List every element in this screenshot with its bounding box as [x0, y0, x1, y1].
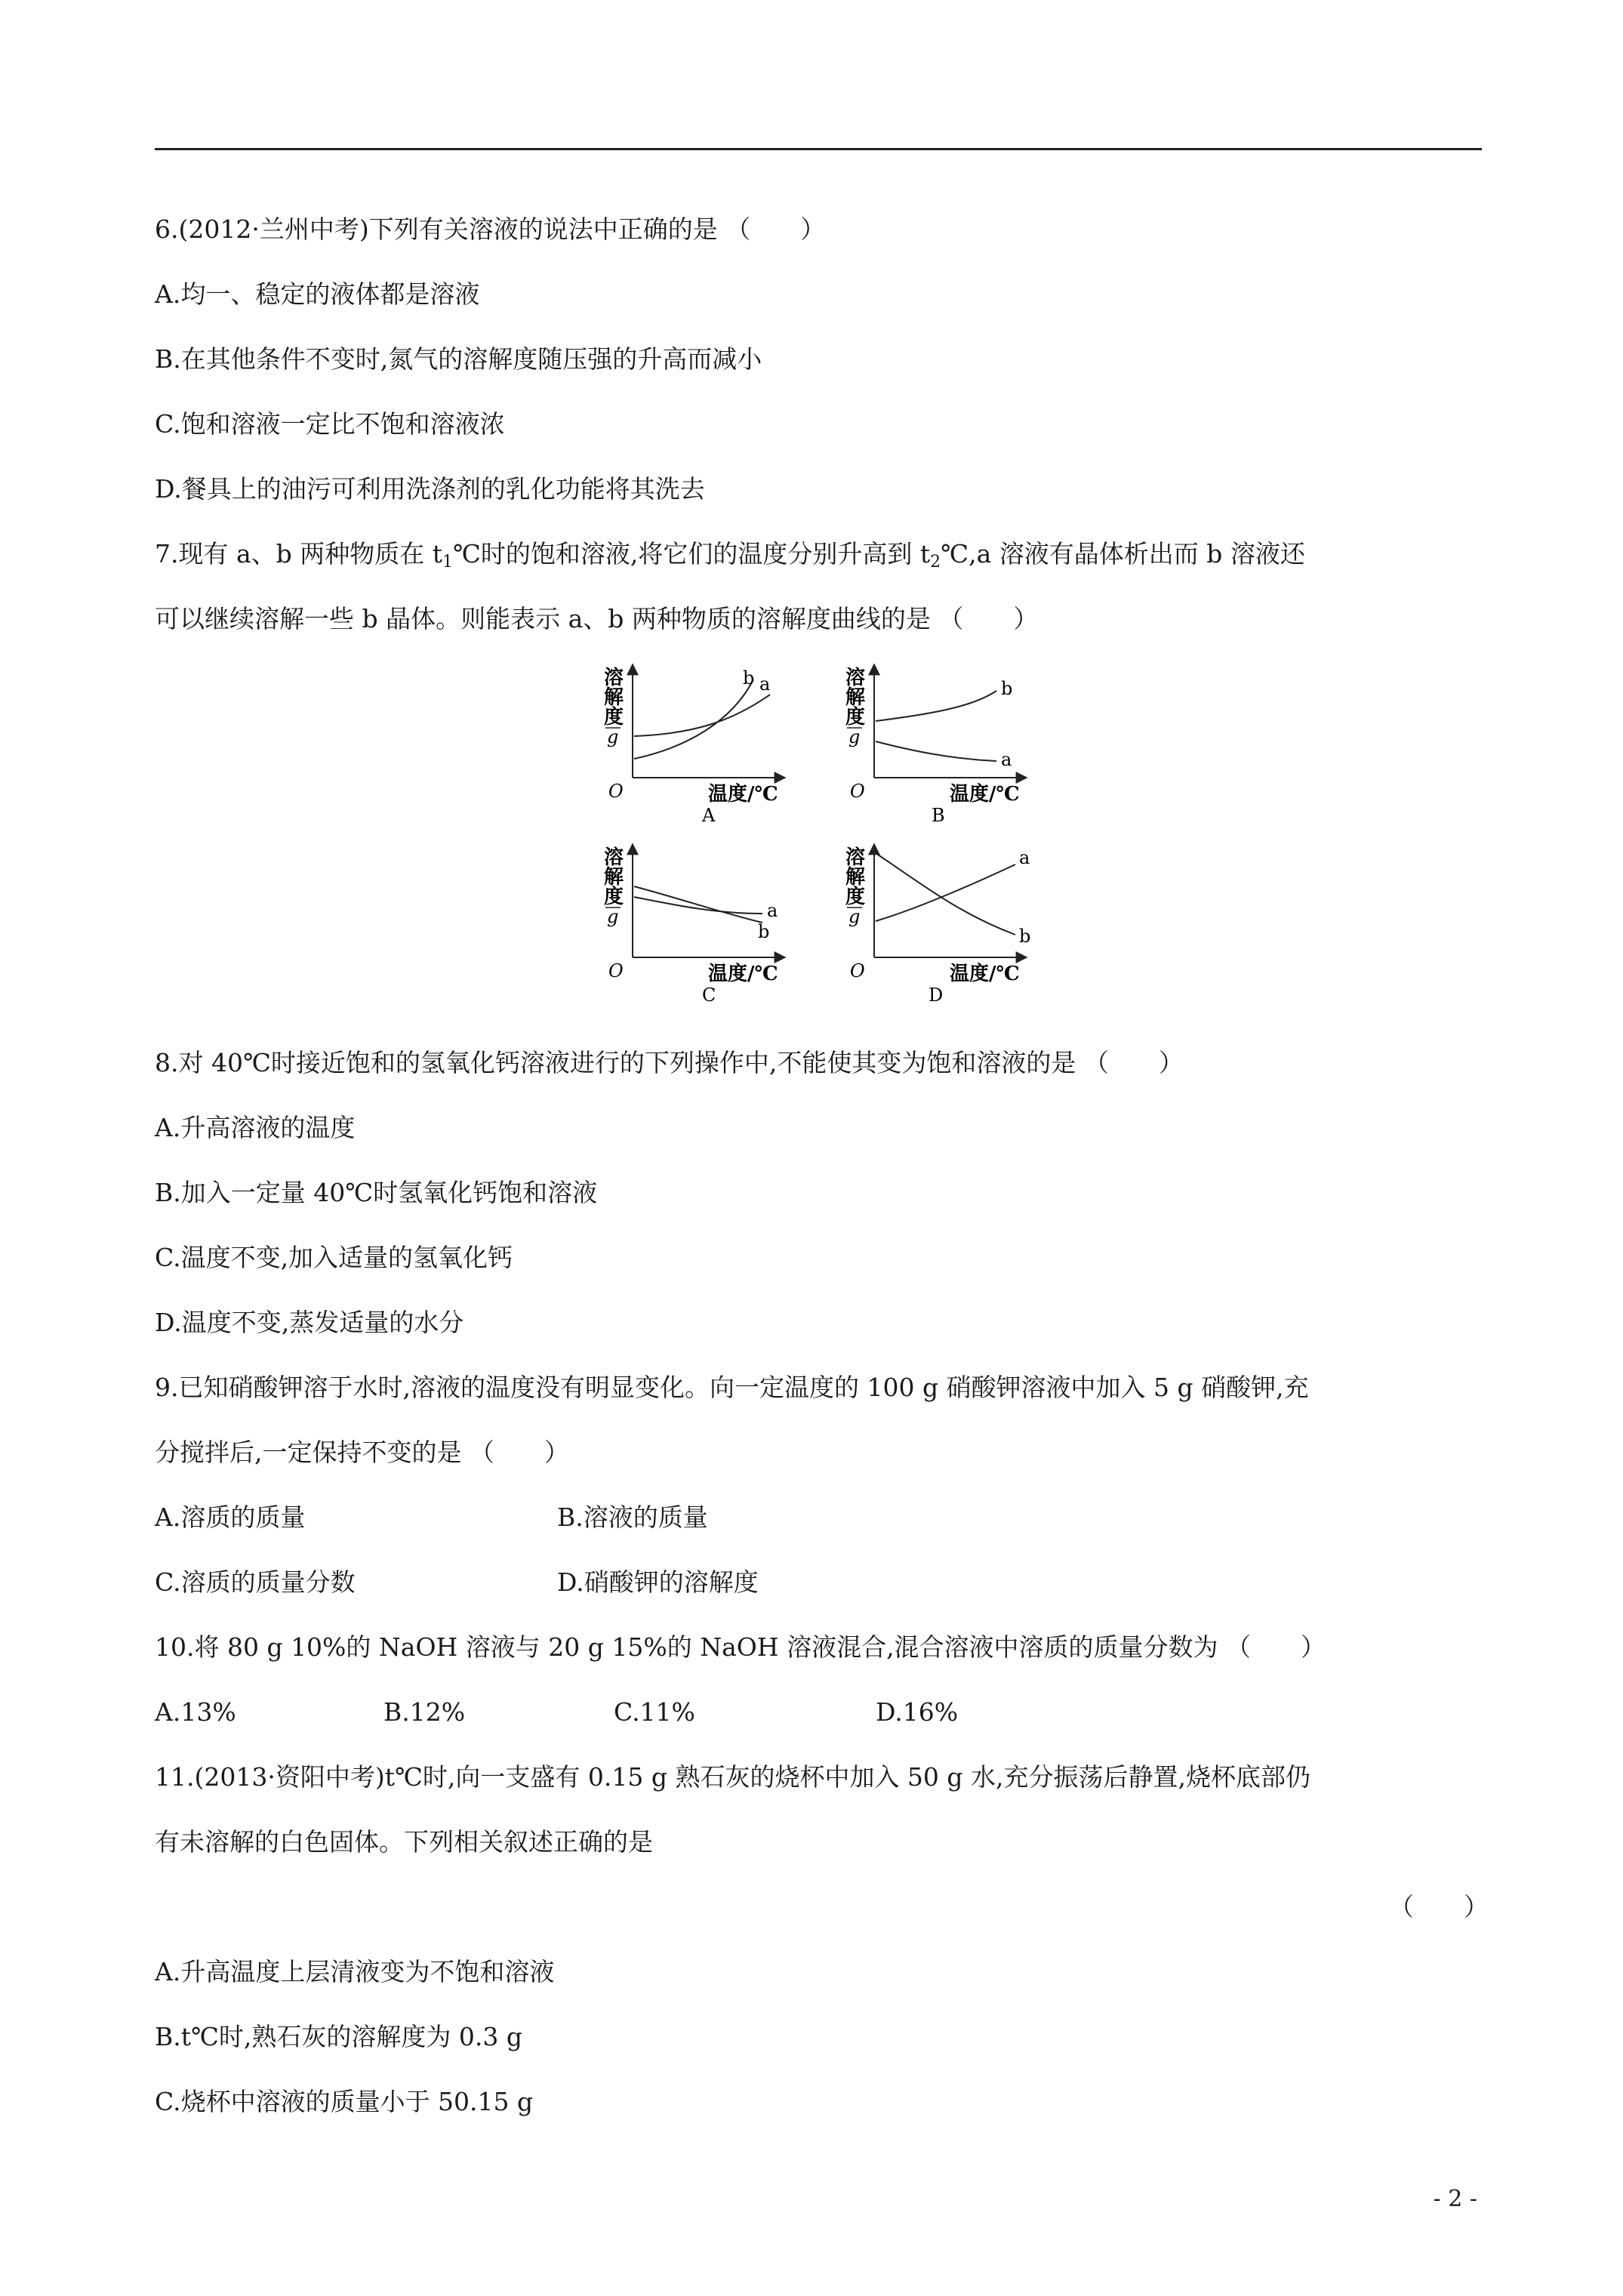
graph-c-ylabel-1: 溶	[604, 846, 624, 869]
graph-b-xlabel: 温度/℃	[950, 783, 1020, 806]
q9-option-d: D.硝酸钾的溶解度	[557, 1567, 759, 1597]
q11-option-c: C.烧杯中溶液的质量小于 50.15 g	[155, 2087, 534, 2116]
graph-b	[845, 664, 1027, 826]
solubility-curves-figure	[581, 649, 1049, 1012]
q11-option-b: B.t℃时,熟石灰的溶解度为 0.3 g	[155, 2022, 522, 2051]
q6-stem: 6.(2012·兰州中考)下列有关溶液的说法中正确的是 （ ）	[155, 214, 826, 244]
q6-option-a: A.均一、稳定的液体都是溶液	[155, 279, 480, 309]
q8-option-b: B.加入一定量 40℃时氢氧化钙饱和溶液	[155, 1178, 598, 1207]
graph-c-label-a: a	[767, 900, 778, 921]
q10-option-b: B.12%	[383, 1697, 466, 1727]
graph-d-ylabel-unit: g	[848, 906, 861, 927]
page-number: - 2 -	[1433, 2186, 1477, 2212]
graph-c-origin: O	[608, 960, 624, 982]
graph-c-curve-b	[634, 886, 762, 923]
graph-d-ylabel-1: 溶	[845, 846, 866, 869]
graph-c-caption: C	[702, 985, 716, 1006]
graph-a-label-a: a	[759, 673, 771, 695]
graph-b-caption: B	[932, 805, 945, 826]
q9-option-a: A.溶质的质量	[155, 1502, 306, 1532]
graph-d-curve-a	[876, 864, 1015, 921]
q9-option-b: B.溶液的质量	[557, 1502, 708, 1532]
graph-d-ylabel-2: 解	[845, 866, 866, 889]
graph-a-curve-a	[634, 695, 770, 736]
graph-a-xlabel: 温度/℃	[708, 783, 778, 806]
graph-b-label-a: a	[1001, 749, 1012, 770]
graph-a-label-b: b	[743, 667, 755, 689]
q7-stem-line1: 7.现有 a、b 两种物质在 $t_1℃$时的饱和溶液,将它们的温度分别升高到 $t_2℃,a$ 溶液有晶体析出而 b 溶液还	[155, 539, 1305, 572]
q6-option-d: D.餐具上的油污可利用洗涤剂的乳化功能将其洗去	[155, 474, 705, 504]
graph-b-ylabel-1: 溶	[845, 667, 866, 689]
q8-option-a: A.升高溶液的温度	[155, 1113, 356, 1142]
graph-c-ylabel-2: 解	[604, 866, 624, 889]
graph-d-label-b: b	[1019, 926, 1031, 947]
graph-d-origin: O	[850, 960, 865, 982]
q10-option-a: A.13%	[155, 1697, 236, 1727]
graph-a-origin: O	[608, 781, 624, 802]
graph-c-ylabel-unit: g	[607, 906, 619, 927]
q11-stem-line2: 有未溶解的白色固体。下列相关叙述正确的是	[155, 1827, 653, 1857]
q8-option-c: C.温度不变,加入适量的氢氧化钙	[155, 1243, 513, 1272]
graph-d-caption: D	[929, 985, 944, 1006]
q10-option-d: D.16%	[876, 1697, 959, 1727]
graph-a	[604, 664, 785, 826]
graph-b-ylabel-3: 度	[845, 706, 866, 729]
q7-stem-line2: 可以继续溶解一些 b 晶体。则能表示 a、b 两种物质的溶解度曲线的是 （ ）	[155, 604, 1039, 633]
q6-option-c: C.饱和溶液一定比不饱和溶液浓	[155, 409, 505, 439]
q9-stem-line1: 9.已知硝酸钾溶于水时,溶液的温度没有明显变化。向一定温度的 100 g 硝酸钾溶液中加入 5 g 硝酸钾,充	[155, 1373, 1309, 1402]
graph-b-curve-a	[876, 741, 996, 761]
q6-option-b: B.在其他条件不变时,氮气的溶解度随压强的升高而减小	[155, 344, 762, 374]
q9-stem-line2: 分搅拌后,一定保持不变的是 （ ）	[155, 1438, 569, 1467]
graph-b-ylabel-unit: g	[848, 726, 861, 747]
graph-d-xlabel: 温度/℃	[950, 963, 1020, 985]
graph-d-label-a: a	[1019, 847, 1030, 868]
q10-option-c: C.11%	[614, 1697, 695, 1727]
graph-c-xlabel: 温度/℃	[708, 963, 778, 985]
graph-b-ylabel-2: 解	[845, 686, 866, 709]
graph-a-caption: A	[702, 805, 716, 826]
graph-d	[845, 844, 1030, 1006]
q11-answer-paren: （ ）	[1389, 1892, 1489, 1922]
q8-stem: 8.对 40℃时接近饱和的氢氧化钙溶液进行的下列操作中,不能使其变为饱和溶液的是 （ ）	[155, 1048, 1184, 1077]
q10-stem: 10.将 80 g 10%的 NaOH 溶液与 20 g 15%的 NaOH 溶液混合,混合溶液中溶质的质量分数为 （ ）	[155, 1632, 1326, 1662]
header-rule	[155, 148, 1482, 150]
graph-c-ylabel-3: 度	[604, 886, 624, 908]
q11-option-a: A.升高温度上层清液变为不饱和溶液	[155, 1957, 555, 1986]
q9-option-c: C.溶质的质量分数	[155, 1567, 356, 1597]
graph-c-label-b: b	[758, 921, 770, 942]
graph-a-ylabel-2: 解	[604, 686, 624, 709]
graph-a-curve-b	[634, 680, 753, 759]
graph-d-curve-b	[876, 853, 1015, 935]
graph-d-ylabel-3: 度	[845, 886, 866, 908]
graph-a-ylabel-unit: g	[607, 726, 619, 747]
graph-b-origin: O	[850, 781, 865, 802]
graph-b-label-b: b	[1001, 678, 1013, 699]
graph-c	[604, 844, 785, 1006]
graph-b-curve-b	[876, 691, 996, 721]
graph-a-ylabel-3: 度	[604, 706, 624, 729]
q8-option-d: D.温度不变,蒸发适量的水分	[155, 1308, 464, 1337]
q11-stem-line1: 11.(2013·资阳中考)t℃时,向一支盛有 0.15 g 熟石灰的烧杯中加入 50 g 水,充分振荡后静置,烧杯底部仍	[155, 1762, 1311, 1792]
graph-a-ylabel-1: 溶	[604, 667, 624, 689]
